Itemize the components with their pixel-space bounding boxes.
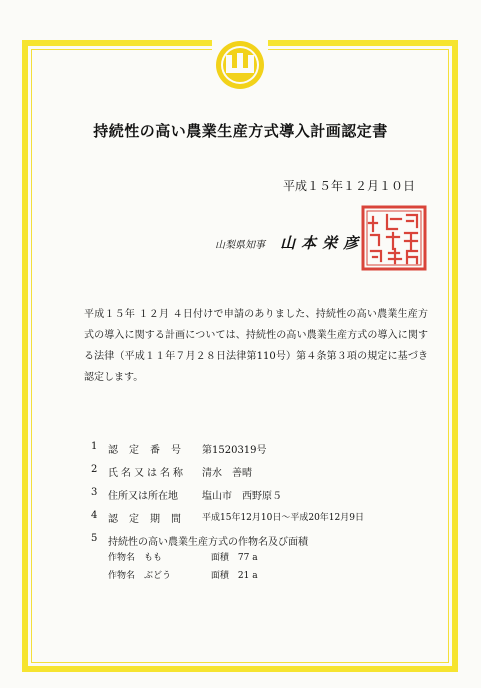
issue-date: 平成１５年１２月１０日 [283,179,416,193]
item-number: 3 [91,487,98,498]
crop-row [108,568,258,581]
item-value: 塩山市 西野原５ [202,491,282,502]
certification-body: 平成１５年 １２月 ４日付けで申請のありました、持続性の高い農業生産方式の導入に関する計画については、持続性の高い農業生産方式の導入に関する法律（平成１１年７月２８日法律第110号）第４条第３項の規定に基づき認定します。 [84,309,428,383]
item-number: 1 [91,441,98,452]
item-value: 清水 善晴 [202,468,252,479]
item-label: 認定期間 [108,514,192,525]
crop-area: 面積 21 a [210,571,258,581]
item-label: 持続性の高い農業生産方式の作物名及び面積 [108,537,308,548]
crop-row [108,550,258,563]
issuer-title: 山梨県知事 [215,240,265,251]
crop-name: 作物名 もも [108,553,163,563]
item-number: 4 [91,510,98,521]
issuer-name: 山本栄彦 [280,234,365,252]
issuer [215,232,364,253]
yamanashi-emblem-icon [212,37,268,93]
item-number: 2 [91,464,98,475]
item-label: 認定番号 [108,445,192,456]
item-label: 住所又は所在地 [108,491,178,502]
crop-name: 作物名 ぶどう [108,571,172,581]
item-value: 平成15年12月10日～平成20年12月9日 [202,513,364,523]
crop-area: 面積 77 a [210,553,258,563]
item-number: 5 [91,533,98,544]
document-title: 持続性の高い農業生産方式導入計画認定書 [93,122,388,140]
item-label: 氏名又は名称 [108,468,186,479]
official-seal-icon [361,205,427,271]
item-value: 第1520319号 [202,445,267,456]
